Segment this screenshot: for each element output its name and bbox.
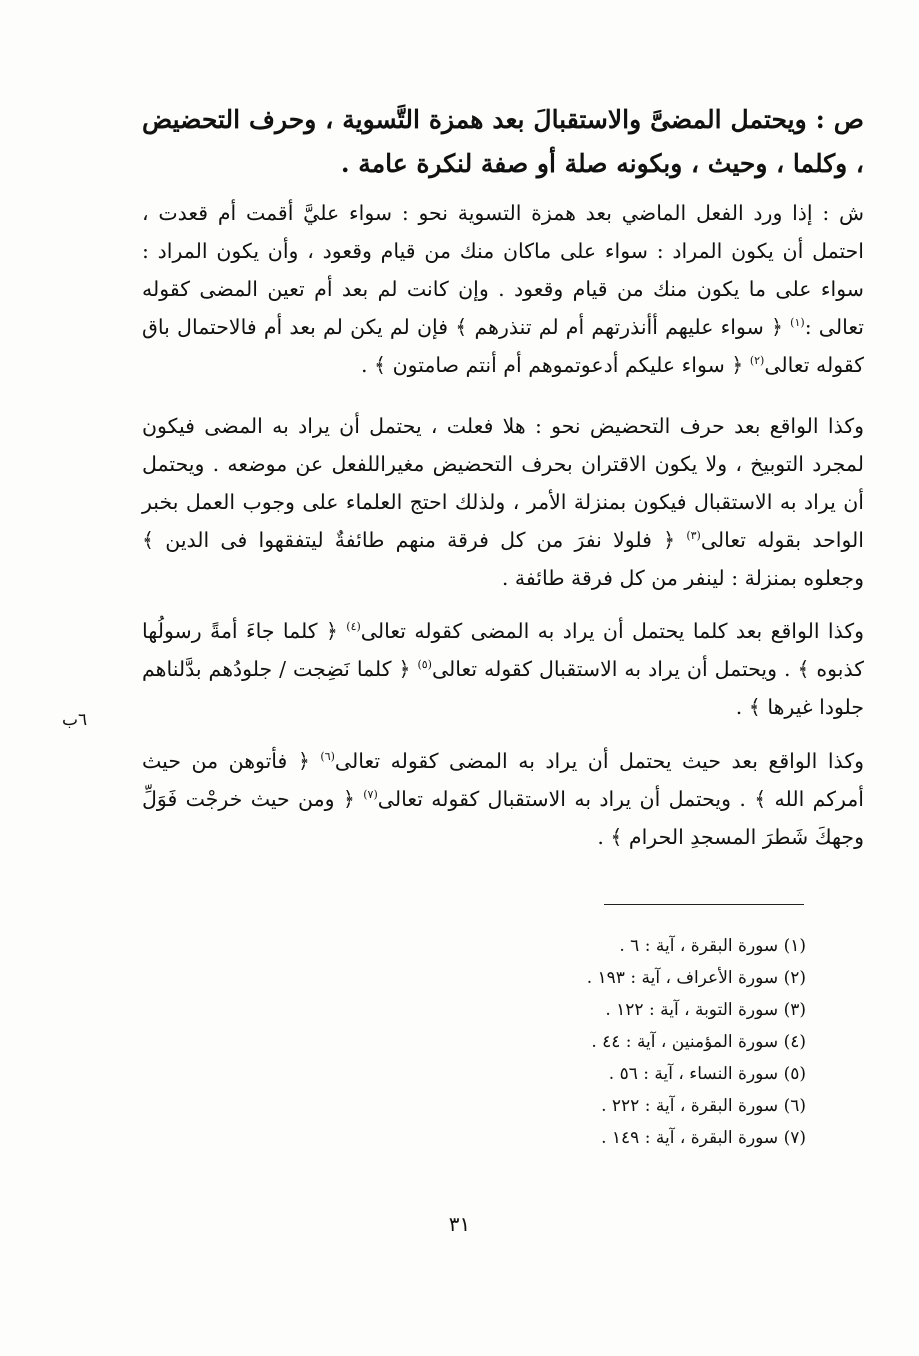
footnote-ref-7: (٧) <box>363 788 378 802</box>
paragraph-1-text-a: ش : إذا ورد الفعل الماضي بعد همزة التسوية نحو : سواء عليَّ أقمت أم قعدت ، احتمل أن يكون المراد : سواء على ماكان منك من قيام وقعود ، وأن يكون المراد : سواء على ما يكون منك من قيام وقعود . وإن كانت لم بعد أم تعين المضى كقوله تعالى : <box>142 201 864 339</box>
footnote-2: (٢) سورة الأعراف ، آية : ١٩٣ . <box>586 968 806 988</box>
footnote-ref-4: (٤) <box>346 620 361 634</box>
margin-folio-note: ٦ب <box>62 710 88 730</box>
paragraph-2-text-a: وكذا الواقع بعد حرف التحضيض نحو : هلا فعلت ، يحتمل أن يراد به المضى فيكون لمجرد التوبيخ ، ولا يكون الاقتران بحرف التحضيض مغيراللفعل عن موضعه . ويحتمل أن يراد به الاستقبال فيكون بمنزلة الأمر ، ولذلك احتج العلماء على وجوب العمل بخبر الواحد بقوله تعالى <box>142 414 864 552</box>
paragraph-1-text-b: ﴿ سواء عليهم أأنذرتهم أم لم تنذرهم ﴾ فإن لم يكن لم بعد أم فالاحتمال باق كقوله تعالى <box>142 315 864 377</box>
paragraph-3-text-a: وكذا الواقع بعد كلما يحتمل أن يراد به المضى كقوله تعالى <box>360 619 864 643</box>
footnote-ref-3: (٣) <box>686 529 701 543</box>
page-number: ٣١ <box>448 1212 471 1236</box>
footnote-5: (٥) سورة النساء ، آية : ٥٦ . <box>608 1064 806 1084</box>
footnote-ref-2: (٢) <box>749 354 765 368</box>
footnotes <box>420 930 806 1154</box>
paragraph-3-text-b: ﴿ كلما جاءَ أمةً رسولُها كذبوه ﴾ . ويحتمل أن يراد به الاستقبال كقوله تعالى <box>142 619 864 681</box>
footnote-6: (٦) سورة البقرة ، آية : ٢٢٢ . <box>601 1096 806 1116</box>
footnote-1: (١) سورة البقرة ، آية : ٦ . <box>619 936 806 956</box>
footnote-ref-5: (٥) <box>417 658 432 672</box>
footnote-3: (٣) سورة التوبة ، آية : ١٢٢ . <box>605 1000 806 1020</box>
footnote-ref-1: (١) <box>790 316 805 330</box>
footnote-separator <box>604 904 804 905</box>
paragraph-3-text-c: ﴿ كلما نَضِجت / جلودُهم بدَّلناهم جلودا غيرها ﴾ . <box>142 657 864 719</box>
footnote-4: (٤) سورة المؤمنين ، آية : ٤٤ . <box>591 1032 806 1052</box>
footnote-7: (٧) سورة البقرة ، آية : ١٤٩ . <box>601 1128 806 1148</box>
paragraph-2-text-b: ﴿ فلولا نفرَ من كل فرقة منهم طائفةٌ ليتفقهوا فى الدين ﴾ وجعلوه بمنزلة : لينفر من كل فرقة طائفة . <box>142 528 864 590</box>
paragraph-4-text-a: وكذا الواقع بعد حيث يحتمل أن يراد به المضى كقوله تعالى <box>334 749 864 773</box>
paragraph-1 <box>142 194 864 384</box>
paragraph-2 <box>142 407 864 597</box>
paragraph-4-text-c: ﴿ ومن حيث خرجْت فَوَلِّ وجهكَ شَطرَ المسجدِ الحرام ﴾ . <box>142 787 864 849</box>
paragraph-4 <box>142 742 864 856</box>
paragraph-1-text-c: ﴿ سواء عليكم أدعوتموهم أم أنتم صامتون ﴾ . <box>361 353 744 377</box>
paragraph-3 <box>142 612 864 726</box>
paragraph-4-text-b: ﴿ فأتوهن من حيث أمركم الله ﴾ . ويحتمل أن يراد به الاستقبال كقوله تعالى <box>142 749 864 811</box>
statement-text: ص : ويحتمل المضىَّ والاستقبالَ بعد همزة التَّسوية ، وحرف التحضيض ، وكلما ، وحيث ، وبكونه صلة أو صفة لنكرة عامة . <box>142 105 864 178</box>
footnote-ref-6: (٦) <box>320 750 335 764</box>
